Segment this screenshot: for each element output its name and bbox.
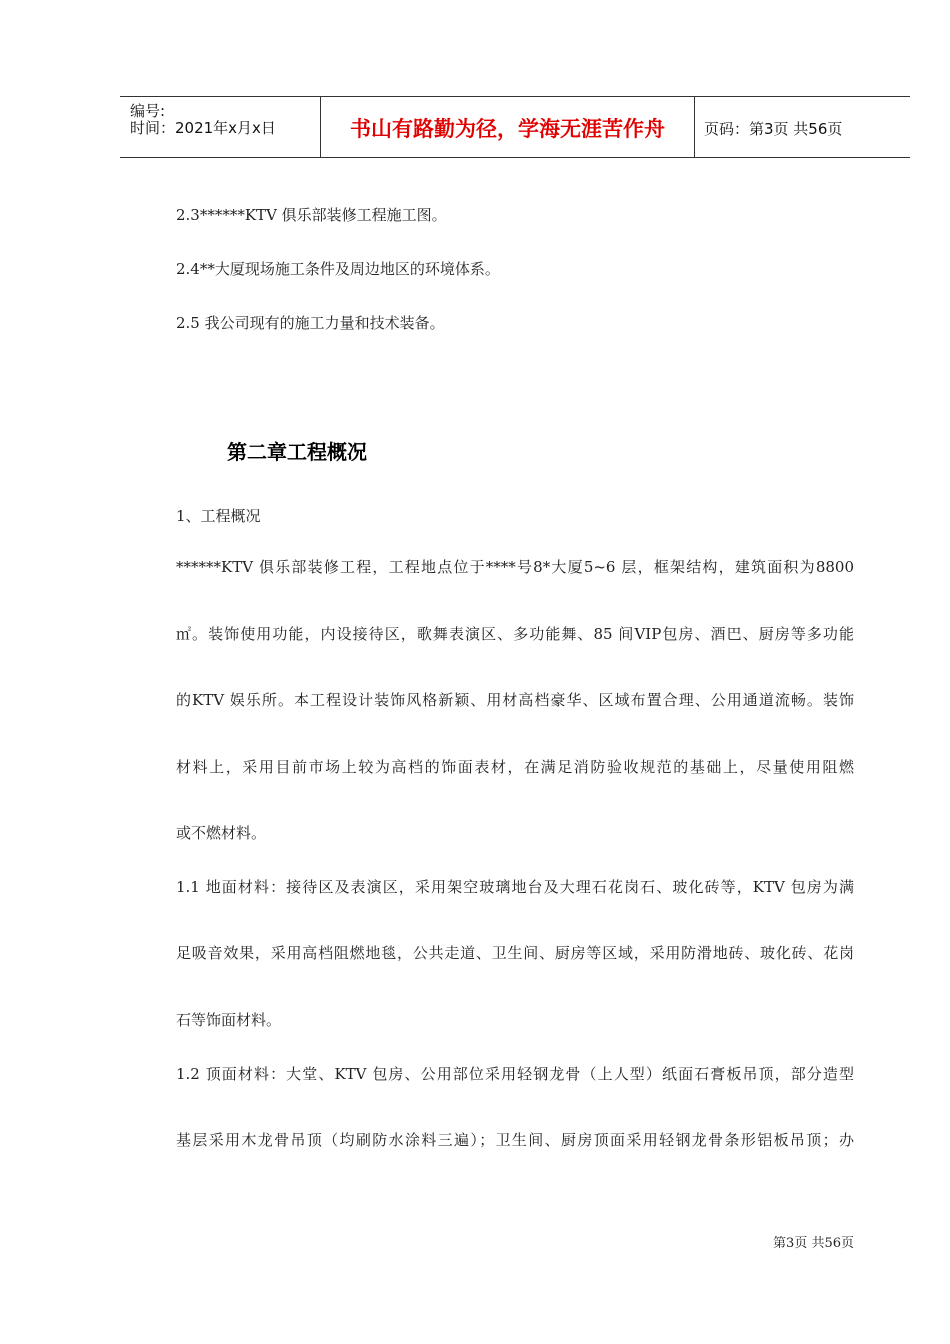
header-motto: 书山有路勤为径，学海无涯苦作舟 [350, 117, 665, 141]
floor-materials-line: 足吸音效果，采用高档阻燃地毯，公共走道、卫生间、厨房等区域，采用防滑地砖、玻化砖、花岗 [176, 944, 854, 962]
document-time-label: 时间：2021年x月x日 [130, 119, 276, 137]
page-header [120, 96, 910, 158]
section-title: 1、工程概况 [176, 507, 261, 525]
basis-item: 2.3******KTV 俱乐部装修工程施工图。 [176, 206, 447, 224]
document-number-label: 编号: [130, 102, 166, 120]
overview-line: ㎡。装饰使用功能，内设接待区，歌舞表演区、多功能舞、85 间VIP包房、酒巴、厨房等多功能 [176, 625, 854, 643]
overview-line: ******KTV 俱乐部装修工程，工程地点位于****号8*大厦5~6 层，框架结构，建筑面积为8800 [176, 558, 854, 576]
floor-materials-line: 石等饰面材料。 [176, 1011, 282, 1029]
ceiling-materials-line: 基层采用木龙骨吊顶（均刷防水涂料三遍）；卫生间、厨房顶面采用轻钢龙骨条形铝板吊顶；办 [176, 1131, 854, 1149]
chapter-title: 第二章工程概况 [227, 440, 367, 464]
page-footer: 第3页 共56页 [773, 1236, 854, 1251]
header-right-cell [694, 97, 910, 157]
overview-line: 或不燃材料。 [176, 824, 267, 842]
basis-item: 2.5 我公司现有的施工力量和技术装备。 [176, 314, 445, 332]
floor-materials-line: 1.1 地面材料：接待区及表演区，采用架空玻璃地台及大理石花岗石、玻化砖等，KTV 包房为满 [176, 878, 854, 896]
ceiling-materials-line: 1.2 顶面材料：大堂、KTV 包房、公用部位采用轻钢龙骨（上人型）纸面石膏板吊顶，部分造型 [176, 1065, 854, 1083]
header-motto-cell [320, 97, 695, 157]
overview-line: 的KTV 娱乐所。本工程设计装饰风格新颖、用材高档豪华、区域布置合理、公用通道流畅。装饰 [176, 691, 854, 709]
header-page-number: 页码：第3页 共56页 [704, 120, 843, 138]
basis-item: 2.4**大厦现场施工条件及周边地区的环境体系。 [176, 260, 500, 278]
header-left-cell [120, 97, 320, 157]
overview-line: 材料上，采用目前市场上较为高档的饰面表材，在满足消防验收规范的基础上，尽量使用阻燃 [176, 758, 854, 776]
